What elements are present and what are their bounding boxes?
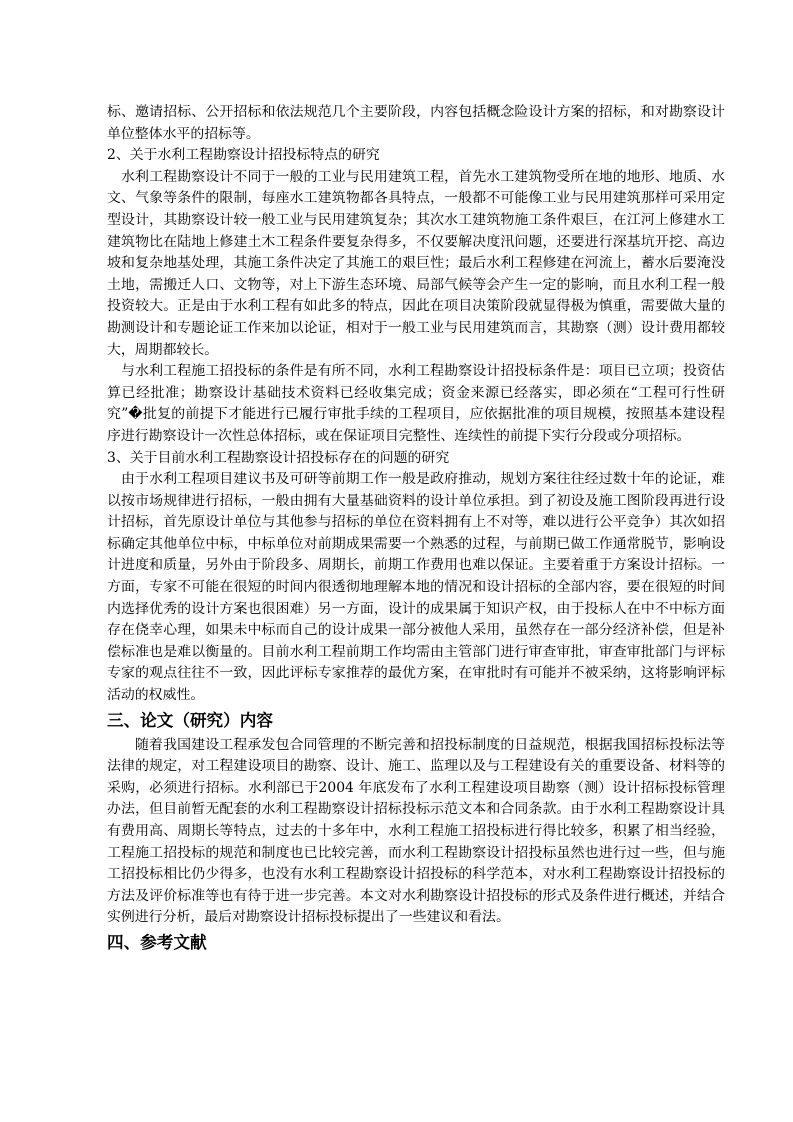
subsection-2-paragraph-1: 水利工程勘察设计不同于一般的工业与民用建筑工程，首先水工建筑物受所在地的地形、地质、水文、气象等条件的限制，每座水工建筑物都各具特点，一般都不可能像工业与民用建筑那样可采用定型设计，其勘察设计较一般工业与民用建筑复杂；其次水工建筑物施工条件艰巨，在江河上修建水工建筑物比在陆地上修建土木工程条件要复杂得多，不仅要解决度汛问题，还要进行深基坑开挖、高边坡和复杂地基处理，其施工条件决定了其施工的艰巨性；最后水利工程修建在河流上，蓄水后要淹没土地，需搬迁人口、文物等，对上下游生态环境、局部气候等会产生一定的影响，而且水利工程一般投资较大。正是由于水利工程有如此多的特点，因此在项目决策阶段就显得极为慎重，需要做大量的勘测设计和专题论证工作来加以论证，相对于一般工业与民用建筑而言，其勘察（测）设计费用都较大，周期都较长。 bbox=[107, 168, 725, 358]
subsection-2-title: 2、关于水利工程勘察设计招投标特点的研究 bbox=[107, 147, 380, 164]
section-three-paragraph: 随着我国建设工程承发包合同管理的不断完善和招投标制度的日益规范，根据我国招标投标法等法律的规定，对工程建设项目的勘察、设计、施工、监理以及与工程建设有关的重要设备、材料等的采购，必须进行招标。水利部已于2004 年底发布了水利工程建设项目勘察（测）设计招标投标管理办法，但目前暂无配套的水利工程勘察设计招标投标示范文本和合同条款。由于水利工程勘察设计具有费用高、周期长等特点，过去的十多年中，水利工程施工招投标进行得比较多，积累了相当经验，工程施工招投标的规范和制度也已比较完善，而水利工程勘察设计招投标虽然也进行过一些，但与施工招投标相比仍少得多，也没有水利工程勘察设计招投标的科学范本，对水利工程勘察设计招投标的方法及评价标准等也有待于进一步完善。本文对水利勘察设计招投标的形式及条件进行概述，并结合实例进行分析，最后对勘察设计招标投标提出了一些建议和看法。 bbox=[107, 736, 725, 926]
subsection-3-title: 3、关于目前水利工程勘察设计招投标存在的问题的研究 bbox=[107, 449, 450, 466]
section-three-heading: 三、论文（研究）内容 bbox=[107, 710, 273, 730]
section-four-heading: 四、参考文献 bbox=[107, 932, 207, 952]
document-page bbox=[107, 102, 725, 957]
intro-paragraph: 标、邀请招标、公开招标和依法规范几个主要阶段，内容包括概念险设计方案的招标，和对勘察设计单位整体水平的招标等。 bbox=[107, 104, 725, 142]
subsection-3-paragraph-1: 由于水利工程项目建议书及可研等前期工作一般是政府推动，规划方案往往经过数十年的论证，难以按市场规律进行招标，一般由拥有大量基础资料的设计单位承担。到了初设及施工图阶段再进行设计招标，首先原设计单位与其他参与招标的单位在资料拥有上不对等，难以进行公平竞争）其次如招标确定其他单位中标，中标单位对前期成果需要一个熟悉的过程，与前期已做工作通常脱节，影响设计进度和质量，另外由于阶段多、周期长，前期工作费用也难以保证。主要着重于方案设计招标。一方面，专家不可能在很短的时间内很透彻地理解本地的情况和设计招标的全部内容，要在很短的时间内选择优秀的设计方案也很困难）另一方面，设计的成果属于知识产权，由于投标人在中不中标方面存在侥幸心理，如果未中标而自己的设计成果一部分被他人采用，虽然存在一部分经济补偿，但是补偿标准也是难以衡量的。目前水利工程前期工作均需由主管部门进行审查审批，审查审批部门与评标专家的观点往往不一致，因此评标专家推荐的最优方案，在审批时有可能并不被采纳，这将影响评标活动的权威性。 bbox=[107, 471, 725, 704]
subsection-2-paragraph-2: 与水利工程施工招投标的条件是有所不同，水利工程勘察设计招投标条件是：项目已立项；投资估算已经批准；勘察设计基础技术资料已经收集完成；资金来源已经落实，即必须在“工程可行性研究”�批复的前提下才能进行已履行审批手续的工程项目，应依据批准的项目规模，按照基本建设程序进行勘察设计一次性总体招标，或在保证项目完整性、连续性的前提下实行分段或分项招标。 bbox=[107, 363, 725, 444]
